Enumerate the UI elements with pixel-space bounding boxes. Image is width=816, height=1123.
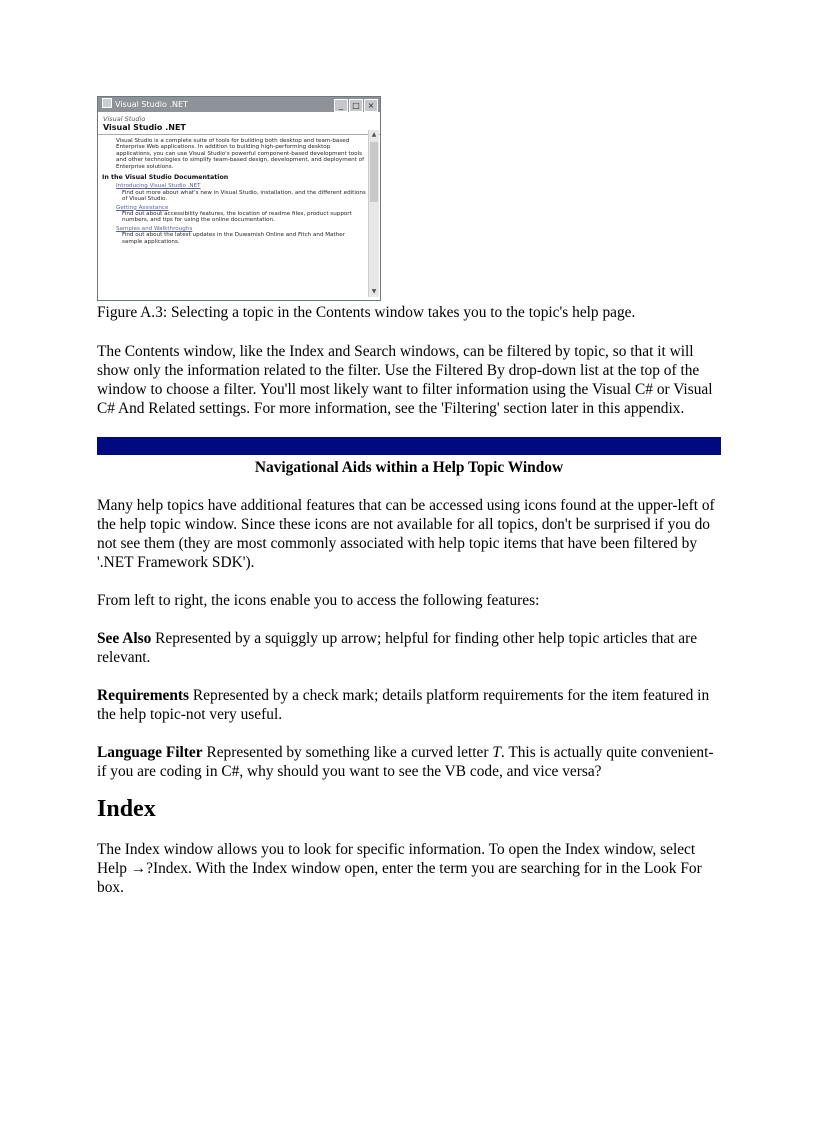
feature-text: Represented by a check mark; details platform requirements for the item featured in the help topic-not very useful. bbox=[97, 687, 710, 723]
feature-requirements bbox=[97, 686, 721, 724]
feature-italic-letter: T bbox=[492, 744, 501, 761]
feature-text: Represented by something like a curved letter bbox=[202, 744, 493, 761]
feature-text: . This is actually quite convenient- if you are coding in C#, why should you want to see the VB code, and vice versa? bbox=[97, 744, 714, 780]
contents-paragraph: The Contents window, like the Index and Search windows, can be filtered by topic, so that it will show only the information related to the filter. Use the Filtered By drop-down list at the top of the window to choose a filter. You'll most likely want to filter information using the Visual C# or Visual C# And Related settings. For more information, see the 'Filtering' section later in this appendix. bbox=[97, 343, 713, 417]
link-description: Find out about accessibility features, the location of readme files, product support numbers, and tips for using the online documentation. bbox=[122, 211, 352, 224]
figure-caption: Figure A.3: Selecting a topic in the Contents window takes you to the topic's help page. bbox=[97, 304, 636, 321]
icons-intro-paragraph: From left to right, the icons enable you to access the following features: bbox=[97, 592, 540, 609]
section-heading: Navigational Aids within a Help Topic Window bbox=[254, 459, 564, 476]
link-samples-walkthroughs[interactable]: Samples and Walkthroughs bbox=[116, 225, 193, 232]
feature-term: Language Filter bbox=[97, 744, 203, 761]
window-controls bbox=[333, 98, 378, 113]
index-paragraph: The Index window allows you to look for specific information. To open the Index window, select Help →?Index. With the Index window open, enter the term you are searching for in the Look For box. bbox=[97, 841, 702, 896]
window-body bbox=[98, 112, 380, 299]
link-description: Find out about the latest updates in the Duwamish Online and Fitch and Mather sample applications. bbox=[122, 232, 346, 245]
help-icons-paragraph: Many help topics have additional features that can be accessed using icons found at the upper-left of the help topic window. Since these icons are not available for all topics, don't be surprised if you do not see them (they are most commonly associated with help topic items that have been filtered by '.NET Framework SDK'). bbox=[97, 497, 715, 571]
topic-content bbox=[98, 135, 380, 245]
minimize-icon[interactable]: _ bbox=[334, 99, 348, 112]
page bbox=[97, 96, 721, 897]
topic-title: Visual Studio .NET bbox=[98, 123, 380, 135]
feature-text: Represented by a squiggly up arrow; helpful for finding other help topic articles that are relevant. bbox=[97, 630, 698, 666]
scroll-down-icon[interactable]: ▼ bbox=[371, 288, 377, 295]
scrollbar[interactable] bbox=[368, 130, 379, 297]
topic-intro: Visual Studio is a complete suite of tools for building both desktop and team-based Enterprise Web applications. In addition to building high-performing desktop applications, you can use Visual Studio's powerful component-based development tools and other technologies to simplify team-based design, development, and deployment of Enterprise solutions. bbox=[116, 138, 365, 170]
feature-term: See Also bbox=[97, 630, 152, 647]
window-title: Visual Studio .NET bbox=[115, 100, 188, 109]
documentation-heading: In the Visual Studio Documentation bbox=[102, 174, 229, 182]
link-introducing-vs[interactable]: Introducing Visual Studio .NET bbox=[116, 183, 201, 190]
screenshot-figure bbox=[97, 96, 381, 301]
scroll-up-icon[interactable]: ▲ bbox=[371, 131, 377, 138]
maximize-icon[interactable]: □ bbox=[349, 99, 363, 112]
link-getting-assistance[interactable]: Getting Assistance bbox=[116, 204, 169, 211]
scroll-thumb[interactable] bbox=[370, 142, 378, 202]
section-bar bbox=[97, 437, 721, 455]
window-titlebar bbox=[98, 97, 380, 112]
app-icon bbox=[102, 98, 112, 108]
feature-language-filter bbox=[97, 743, 721, 781]
breadcrumb[interactable]: Visual Studio bbox=[103, 115, 146, 123]
close-icon[interactable]: × bbox=[364, 99, 378, 112]
feature-term: Requirements bbox=[97, 687, 190, 704]
link-description: Find out more about what's new in Visual Studio, installation, and the different editions of Visual Studio. bbox=[122, 189, 366, 203]
feature-see-also bbox=[97, 629, 721, 667]
index-heading: Index bbox=[97, 796, 156, 822]
